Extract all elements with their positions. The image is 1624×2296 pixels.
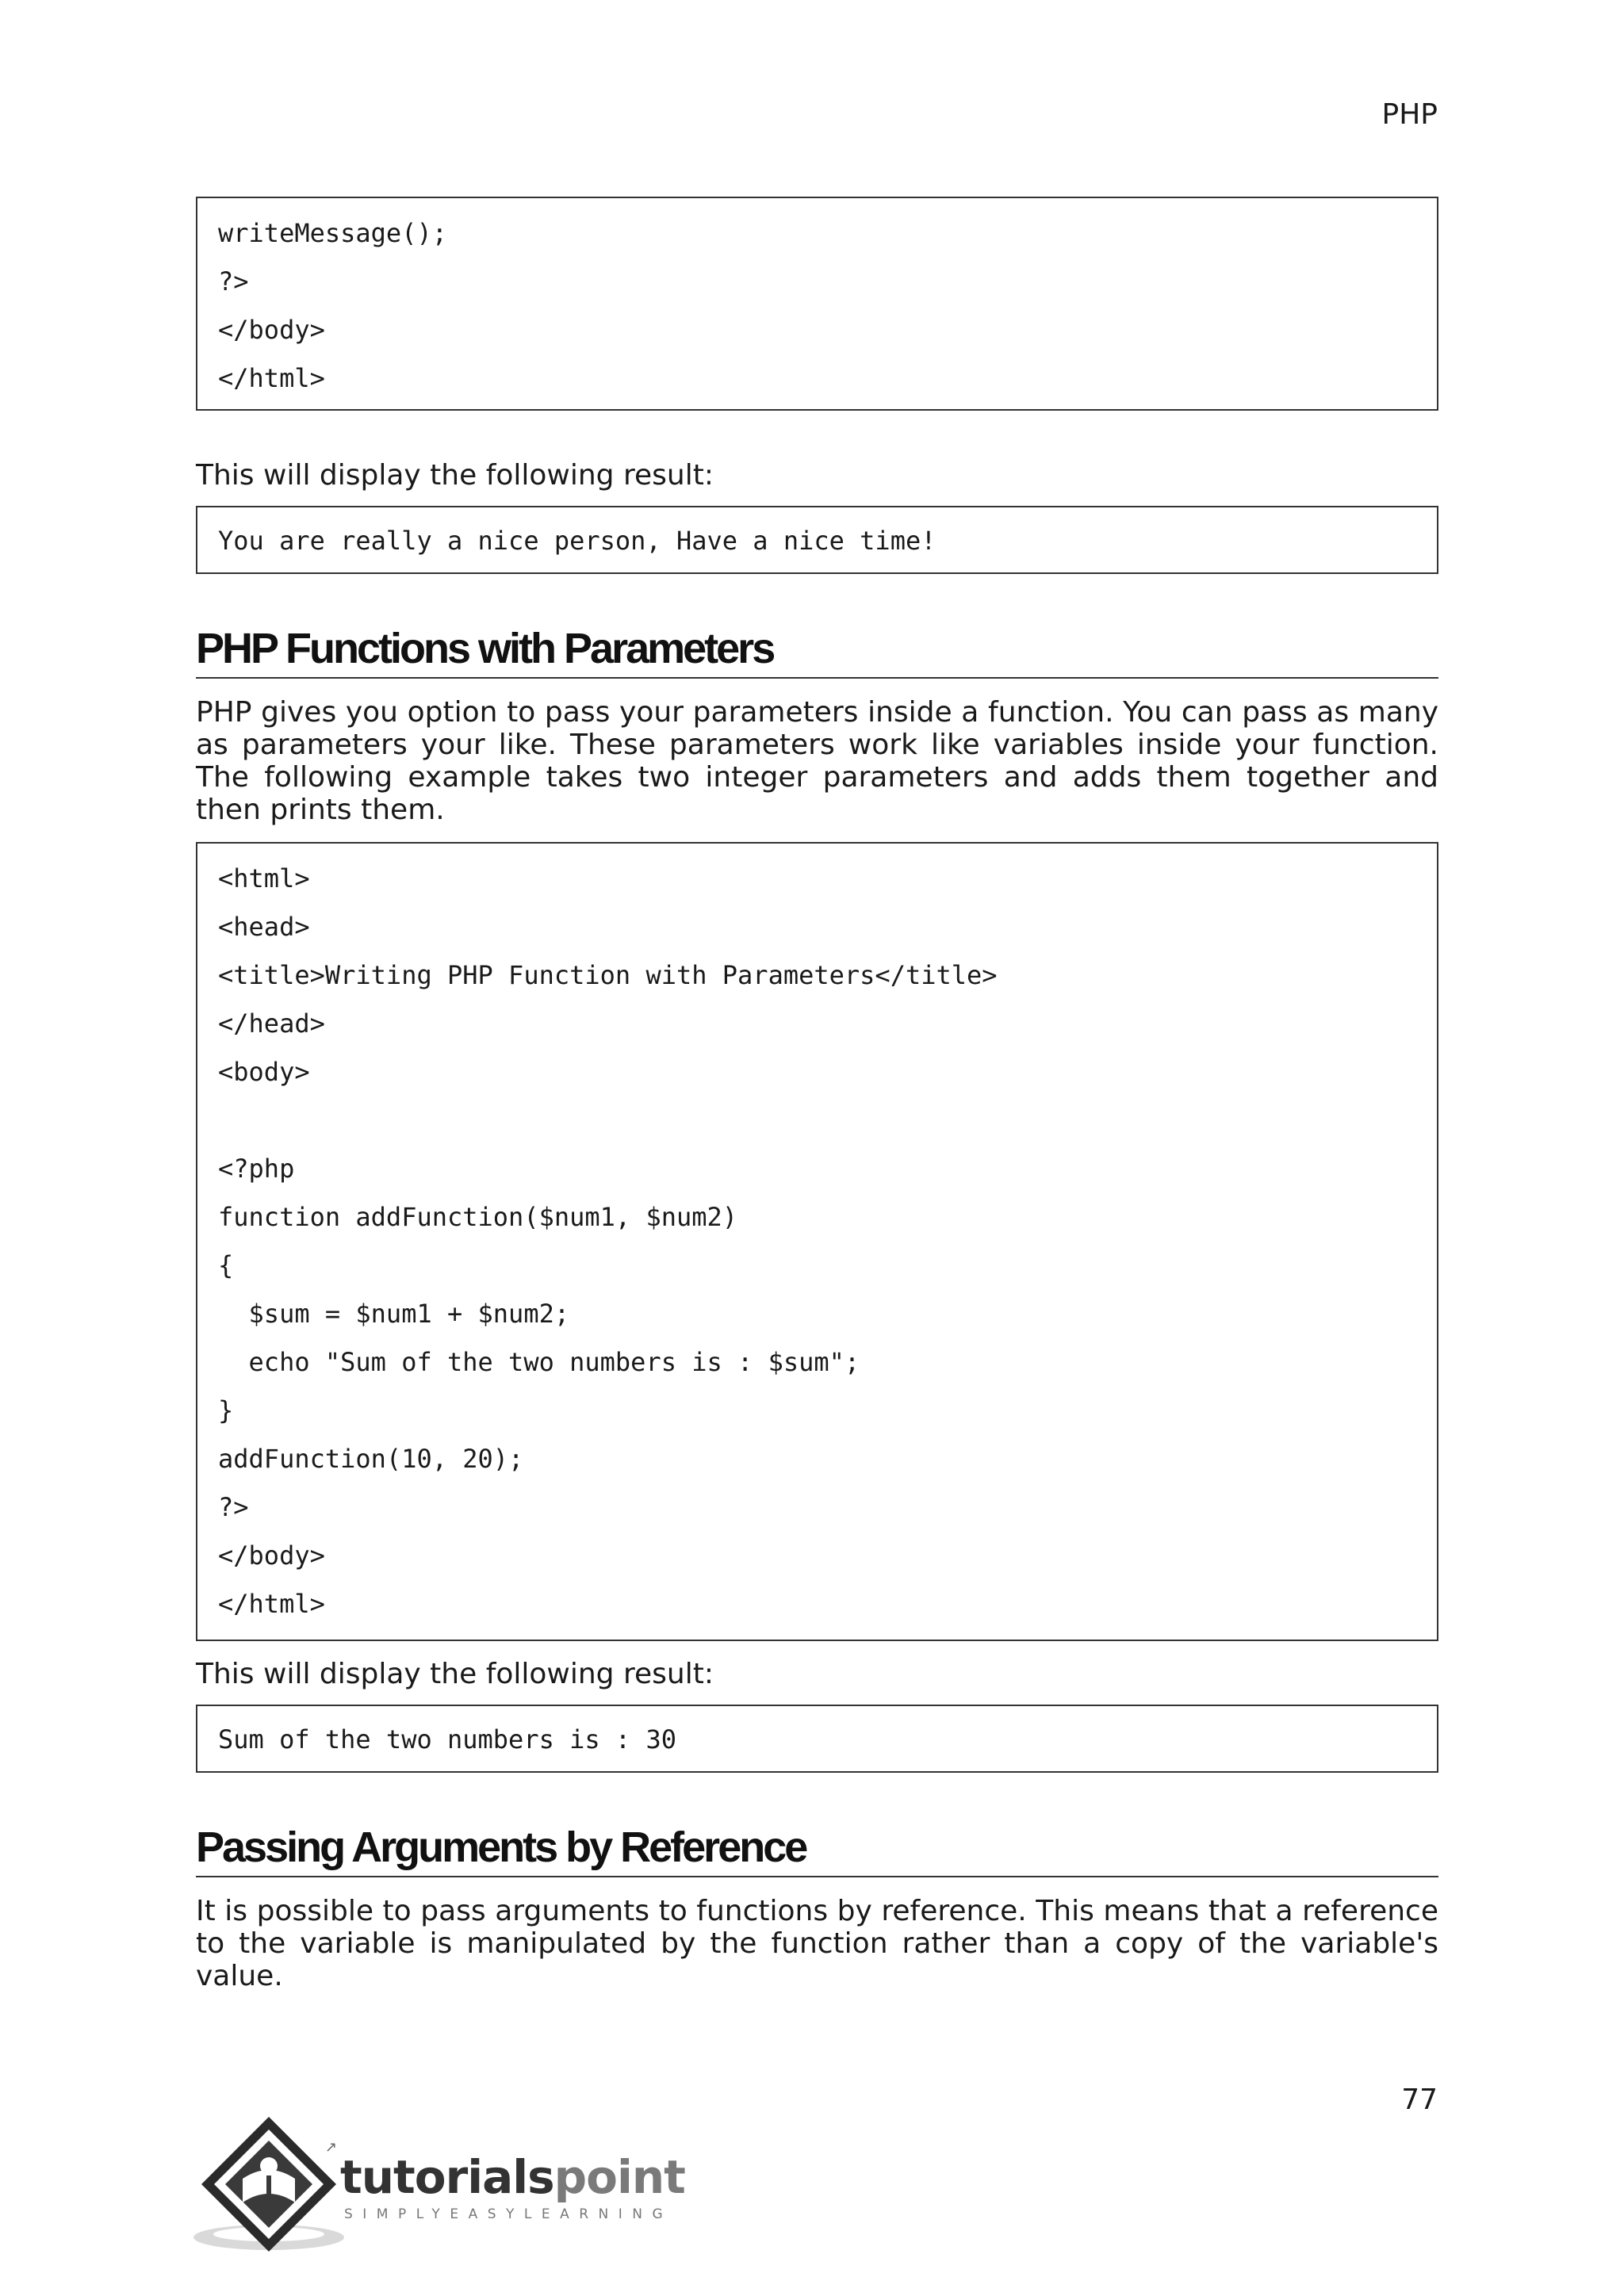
- svg-text:tutorialspoint: [340, 2150, 685, 2204]
- code-block-main: [196, 842, 1438, 1641]
- code-line: $sum = $num1 + $num2;: [218, 1299, 570, 1329]
- section-paragraph-reference: It is possible to pass arguments to functions by reference. This means that a reference to the variable is manipulated by the function rather than a copy of the variable's value.: [196, 1895, 1438, 1992]
- tutorialspoint-logo: [193, 2109, 685, 2260]
- logo-name-point: point: [553, 2150, 685, 2204]
- result-lead-2: This will display the following result:: [196, 1658, 714, 1690]
- result-box-2: [196, 1705, 1438, 1773]
- code-line: </head>: [218, 1008, 325, 1039]
- logo-tagline: SIMPLYEASYLEARNING: [344, 2206, 673, 2222]
- code-line: addFunction(10, 20);: [218, 1444, 524, 1474]
- section-paragraph-parameters: PHP gives you option to pass your parameters inside a function. You can pass as many as parameters your like. These parameters work like variables inside your function. The following example takes two integer parameters and adds them together and then prints them.: [196, 696, 1438, 826]
- code-line: </body>: [218, 1540, 325, 1571]
- code-line: {: [218, 1250, 234, 1280]
- logo-mark-icon: [193, 2109, 685, 2260]
- code-line: [218, 1104, 1416, 1153]
- page-content: [196, 197, 1438, 1992]
- code-line: <body>: [218, 1057, 310, 1087]
- code-line: </body>: [218, 315, 325, 345]
- running-header: PHP: [1381, 98, 1438, 131]
- code-line: writeMessage();: [218, 218, 447, 248]
- result-output-2: Sum of the two numbers is : 30: [218, 1724, 676, 1755]
- code-line: echo "Sum of the two numbers is : $sum";: [218, 1347, 860, 1377]
- code-block-top: [196, 197, 1438, 411]
- svg-text:↗: ↗: [325, 2139, 338, 2156]
- result-lead-1: This will display the following result:: [196, 459, 714, 492]
- code-line: <?php: [218, 1154, 295, 1184]
- logo-name-tutorials: tutorials: [340, 2150, 554, 2204]
- code-line: <html>: [218, 863, 310, 894]
- code-line: ?>: [218, 1492, 249, 1522]
- section-heading-reference: Passing Arguments by Reference: [196, 1823, 1438, 1877]
- section-heading-parameters: PHP Functions with Parameters: [196, 625, 1438, 679]
- code-line: function addFunction($num1, $num2): [218, 1202, 738, 1232]
- code-line: <head>: [218, 912, 310, 942]
- code-line: </html>: [218, 1589, 325, 1619]
- code-line: <title>Writing PHP Function with Parameters</title>: [218, 960, 998, 990]
- page-number: 77: [1401, 2084, 1438, 2116]
- result-output-1: You are really a nice person, Have a nice time!: [218, 526, 936, 556]
- code-line: </html>: [218, 363, 325, 393]
- result-box-1: [196, 506, 1438, 574]
- code-line: ?>: [218, 266, 249, 297]
- code-line: }: [218, 1395, 234, 1425]
